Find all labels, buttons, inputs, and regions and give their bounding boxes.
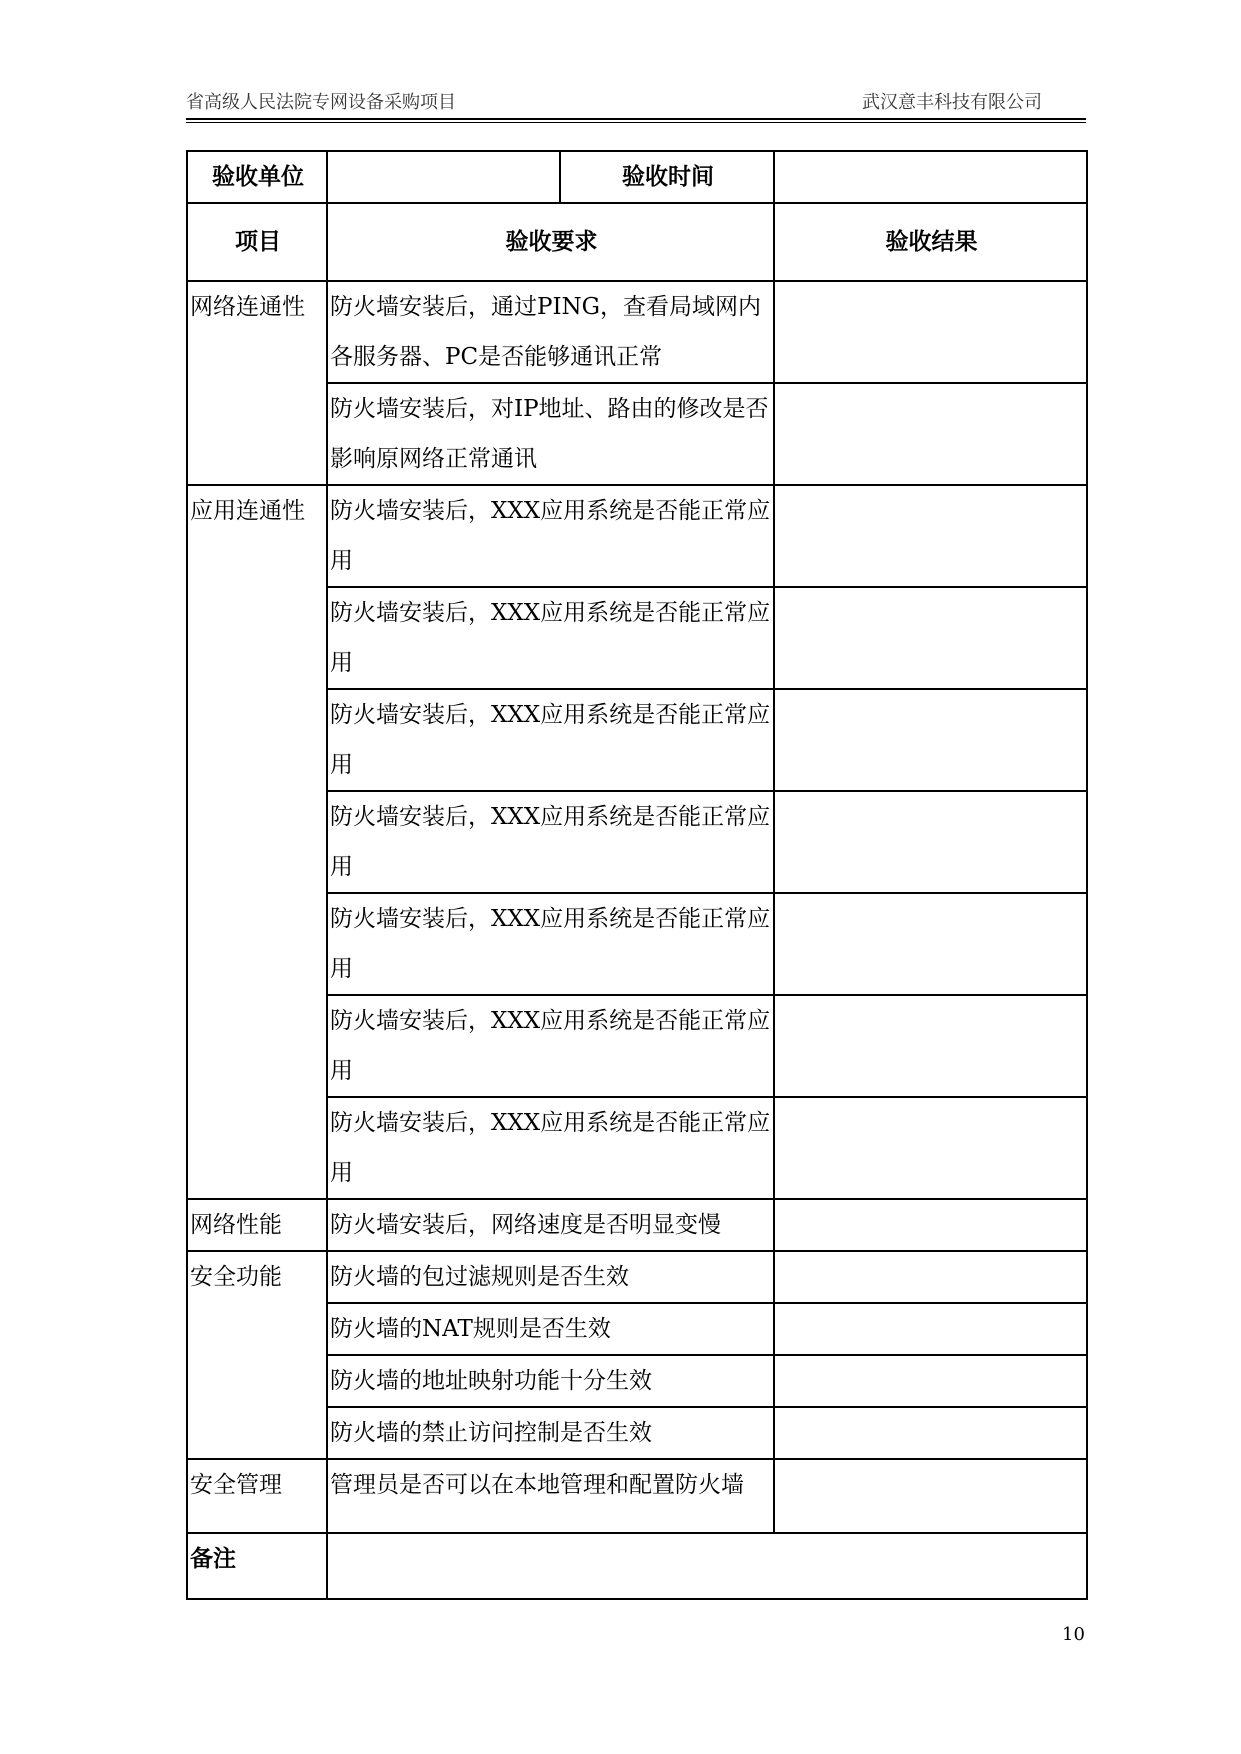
item-cell: 安全功能 — [187, 1251, 327, 1459]
result-cell[interactable] — [774, 893, 1087, 995]
remarks-value[interactable] — [327, 1533, 1087, 1599]
unit-time-row — [187, 151, 1087, 203]
column-header-row — [187, 203, 1087, 281]
result-cell[interactable] — [774, 1459, 1087, 1533]
requirement-cell: 管理员是否可以在本地管理和配置防火墙 — [327, 1459, 774, 1533]
item-cell: 网络性能 — [187, 1199, 327, 1251]
requirement-cell: 防火墙安装后，XXX应用系统是否能正常应用 — [327, 791, 774, 893]
result-cell[interactable] — [774, 1199, 1087, 1251]
result-cell[interactable] — [774, 1355, 1087, 1407]
unit-value[interactable] — [327, 151, 560, 203]
result-cell[interactable] — [774, 1097, 1087, 1199]
page-number: 10 — [1062, 1624, 1085, 1645]
header-company-name: 武汉意丰科技有限公司 — [862, 92, 1042, 113]
item-cell: 安全管理 — [187, 1459, 327, 1533]
requirement-cell: 防火墙安装后，XXX应用系统是否能正常应用 — [327, 485, 774, 587]
table-row — [187, 1251, 1087, 1303]
table-row — [187, 281, 1087, 383]
time-label: 验收时间 — [560, 151, 774, 203]
result-cell[interactable] — [774, 791, 1087, 893]
result-cell[interactable] — [774, 1303, 1087, 1355]
result-cell[interactable] — [774, 383, 1087, 485]
table-row — [187, 485, 1087, 587]
result-cell[interactable] — [774, 995, 1087, 1097]
table-row — [187, 1199, 1087, 1251]
unit-label: 验收单位 — [187, 151, 327, 203]
page-header — [186, 86, 1086, 120]
requirement-cell: 防火墙安装后，通过PING，查看局域网内各服务器、PC是否能够通讯正常 — [327, 281, 774, 383]
result-cell[interactable] — [774, 485, 1087, 587]
requirement-cell: 防火墙安装后，XXX应用系统是否能正常应用 — [327, 995, 774, 1097]
table-row — [187, 1459, 1087, 1533]
col-item-header: 项目 — [187, 203, 327, 281]
requirement-cell: 防火墙安装后，XXX应用系统是否能正常应用 — [327, 587, 774, 689]
time-value[interactable] — [774, 151, 1087, 203]
requirement-cell: 防火墙的禁止访问控制是否生效 — [327, 1407, 774, 1459]
result-cell[interactable] — [774, 281, 1087, 383]
requirement-cell: 防火墙安装后，XXX应用系统是否能正常应用 — [327, 893, 774, 995]
requirement-cell: 防火墙的NAT规则是否生效 — [327, 1303, 774, 1355]
col-requirement-header: 验收要求 — [327, 203, 774, 281]
remarks-label: 备注 — [187, 1533, 327, 1599]
requirement-cell: 防火墙安装后，对IP地址、路由的修改是否影响原网络正常通讯 — [327, 383, 774, 485]
requirement-cell: 防火墙安装后，XXX应用系统是否能正常应用 — [327, 1097, 774, 1199]
acceptance-table — [186, 150, 1088, 1600]
result-cell[interactable] — [774, 1407, 1087, 1459]
result-cell[interactable] — [774, 689, 1087, 791]
header-project-name: 省高级人民法院专网设备采购项目 — [186, 92, 456, 113]
result-cell[interactable] — [774, 1251, 1087, 1303]
header-divider — [186, 122, 1086, 123]
requirement-cell: 防火墙安装后，XXX应用系统是否能正常应用 — [327, 689, 774, 791]
item-cell: 应用连通性 — [187, 485, 327, 1199]
requirement-cell: 防火墙的包过滤规则是否生效 — [327, 1251, 774, 1303]
remarks-row — [187, 1533, 1087, 1599]
col-result-header: 验收结果 — [774, 203, 1087, 281]
requirement-cell: 防火墙安装后，网络速度是否明显变慢 — [327, 1199, 774, 1251]
result-cell[interactable] — [774, 587, 1087, 689]
requirement-cell: 防火墙的地址映射功能十分生效 — [327, 1355, 774, 1407]
item-cell: 网络连通性 — [187, 281, 327, 485]
